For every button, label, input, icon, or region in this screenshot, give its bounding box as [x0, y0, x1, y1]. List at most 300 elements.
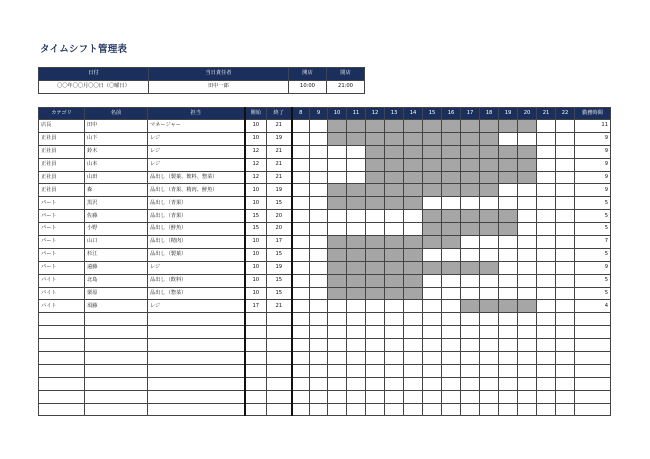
empty-cell[interactable] [292, 313, 310, 326]
empty-cell[interactable] [385, 352, 404, 365]
hour-cell[interactable] [537, 132, 556, 145]
hour-cell[interactable] [366, 223, 385, 236]
empty-cell[interactable] [310, 390, 328, 403]
hour-cell[interactable] [310, 132, 328, 145]
empty-cell[interactable] [366, 352, 385, 365]
empty-cell[interactable] [537, 352, 556, 365]
empty-cell[interactable] [423, 390, 442, 403]
shift-block-cell[interactable] [461, 171, 480, 184]
hour-cell[interactable] [292, 261, 310, 274]
empty-cell[interactable] [347, 352, 366, 365]
shift-block-cell[interactable] [442, 158, 461, 171]
empty-cell[interactable] [148, 364, 245, 377]
role-cell[interactable]: 品出し（青果、精肉、鮮魚） [148, 184, 245, 197]
hour-cell[interactable] [292, 210, 310, 223]
shift-block-cell[interactable] [499, 158, 518, 171]
empty-cell[interactable] [347, 377, 366, 390]
category-cell[interactable]: バイト [39, 300, 85, 313]
shift-block-cell[interactable] [423, 158, 442, 171]
shift-block-cell[interactable] [480, 261, 499, 274]
empty-cell[interactable] [245, 403, 267, 416]
shift-block-cell[interactable] [385, 236, 404, 249]
empty-cell[interactable] [85, 352, 148, 365]
empty-cell[interactable] [575, 352, 611, 365]
empty-cell[interactable] [575, 403, 611, 416]
shift-block-cell[interactable] [442, 210, 461, 223]
hour-cell[interactable] [442, 248, 461, 261]
hour-cell[interactable] [328, 171, 347, 184]
hour-cell[interactable] [292, 287, 310, 300]
hour-cell[interactable] [328, 145, 347, 158]
hour-cell[interactable] [310, 158, 328, 171]
shift-block-cell[interactable] [480, 223, 499, 236]
start-cell[interactable]: 10 [245, 236, 267, 249]
empty-cell[interactable] [442, 313, 461, 326]
role-cell[interactable]: レジ [148, 145, 245, 158]
shift-block-cell[interactable] [499, 300, 518, 313]
hour-cell[interactable] [292, 184, 310, 197]
hour-cell[interactable] [385, 300, 404, 313]
empty-cell[interactable] [148, 339, 245, 352]
hour-cell[interactable] [518, 287, 537, 300]
shift-block-cell[interactable] [347, 287, 366, 300]
hour-cell[interactable] [480, 287, 499, 300]
hour-cell[interactable] [556, 287, 575, 300]
empty-cell[interactable] [537, 313, 556, 326]
hour-cell[interactable] [556, 300, 575, 313]
empty-cell[interactable] [292, 403, 310, 416]
start-cell[interactable]: 15 [245, 210, 267, 223]
empty-cell[interactable] [480, 390, 499, 403]
empty-cell[interactable] [423, 326, 442, 339]
hour-cell[interactable] [292, 145, 310, 158]
category-cell[interactable]: パート [39, 210, 85, 223]
shift-block-cell[interactable] [366, 261, 385, 274]
hour-cell[interactable] [537, 300, 556, 313]
empty-cell[interactable] [328, 364, 347, 377]
hour-cell[interactable] [292, 132, 310, 145]
empty-cell[interactable] [39, 352, 85, 365]
empty-cell[interactable] [310, 313, 328, 326]
empty-cell[interactable] [39, 364, 85, 377]
shift-block-cell[interactable] [423, 210, 442, 223]
name-cell[interactable]: 栗原 [85, 287, 148, 300]
empty-cell[interactable] [347, 390, 366, 403]
role-cell[interactable]: 品出し（青果） [148, 197, 245, 210]
hour-cell[interactable] [556, 171, 575, 184]
hour-cell[interactable] [537, 184, 556, 197]
shift-block-cell[interactable] [423, 145, 442, 158]
hour-cell[interactable] [518, 261, 537, 274]
hour-cell[interactable] [556, 261, 575, 274]
empty-cell[interactable] [404, 339, 423, 352]
hour-cell[interactable] [310, 274, 328, 287]
hour-cell[interactable] [480, 248, 499, 261]
hour-cell[interactable] [347, 145, 366, 158]
hour-cell[interactable] [310, 184, 328, 197]
empty-cell[interactable] [499, 364, 518, 377]
shift-block-cell[interactable] [423, 223, 442, 236]
empty-cell[interactable] [267, 339, 292, 352]
role-cell[interactable]: レジ [148, 300, 245, 313]
empty-cell[interactable] [518, 364, 537, 377]
shift-block-cell[interactable] [347, 132, 366, 145]
empty-cell[interactable] [404, 403, 423, 416]
start-cell[interactable]: 10 [245, 120, 267, 133]
hour-cell[interactable] [310, 248, 328, 261]
hour-cell[interactable] [537, 261, 556, 274]
shift-block-cell[interactable] [461, 120, 480, 133]
empty-cell[interactable] [85, 339, 148, 352]
hour-cell[interactable] [537, 171, 556, 184]
shift-block-cell[interactable] [385, 274, 404, 287]
hour-cell[interactable] [537, 145, 556, 158]
empty-cell[interactable] [385, 339, 404, 352]
shift-block-cell[interactable] [366, 248, 385, 261]
shift-block-cell[interactable] [461, 132, 480, 145]
shift-block-cell[interactable] [328, 236, 347, 249]
empty-cell[interactable] [385, 377, 404, 390]
empty-cell[interactable] [310, 352, 328, 365]
shift-block-cell[interactable] [366, 236, 385, 249]
empty-cell[interactable] [499, 390, 518, 403]
shift-block-cell[interactable] [480, 300, 499, 313]
shift-block-cell[interactable] [328, 274, 347, 287]
empty-cell[interactable] [310, 339, 328, 352]
shift-block-cell[interactable] [518, 171, 537, 184]
empty-cell[interactable] [85, 377, 148, 390]
empty-cell[interactable] [556, 377, 575, 390]
hour-cell[interactable] [556, 120, 575, 133]
shift-block-cell[interactable] [328, 261, 347, 274]
empty-cell[interactable] [575, 313, 611, 326]
hour-cell[interactable] [366, 300, 385, 313]
empty-cell[interactable] [518, 390, 537, 403]
shift-block-cell[interactable] [366, 184, 385, 197]
shift-block-cell[interactable] [385, 197, 404, 210]
shift-block-cell[interactable] [518, 145, 537, 158]
empty-cell[interactable] [537, 377, 556, 390]
empty-cell[interactable] [442, 364, 461, 377]
shift-block-cell[interactable] [404, 287, 423, 300]
hour-cell[interactable] [366, 210, 385, 223]
role-cell[interactable]: 品出し（青果） [148, 210, 245, 223]
empty-cell[interactable] [480, 352, 499, 365]
hour-cell[interactable] [480, 236, 499, 249]
empty-cell[interactable] [499, 377, 518, 390]
empty-cell[interactable] [537, 403, 556, 416]
shift-block-cell[interactable] [480, 171, 499, 184]
shift-block-cell[interactable] [404, 274, 423, 287]
empty-cell[interactable] [423, 313, 442, 326]
hour-cell[interactable] [442, 274, 461, 287]
shift-block-cell[interactable] [442, 236, 461, 249]
empty-cell[interactable] [575, 364, 611, 377]
end-cell[interactable]: 21 [267, 300, 292, 313]
empty-cell[interactable] [267, 352, 292, 365]
empty-cell[interactable] [267, 390, 292, 403]
hour-cell[interactable] [480, 197, 499, 210]
shift-block-cell[interactable] [518, 300, 537, 313]
shift-block-cell[interactable] [442, 120, 461, 133]
shift-block-cell[interactable] [499, 145, 518, 158]
empty-cell[interactable] [556, 313, 575, 326]
hour-cell[interactable] [556, 248, 575, 261]
empty-cell[interactable] [245, 364, 267, 377]
name-cell[interactable]: 杉江 [85, 248, 148, 261]
shift-block-cell[interactable] [423, 171, 442, 184]
empty-cell[interactable] [423, 352, 442, 365]
empty-cell[interactable] [556, 364, 575, 377]
shift-block-cell[interactable] [442, 261, 461, 274]
hour-cell[interactable] [461, 274, 480, 287]
end-cell[interactable]: 19 [267, 184, 292, 197]
hour-cell[interactable] [556, 274, 575, 287]
hour-cell[interactable] [556, 184, 575, 197]
empty-cell[interactable] [347, 339, 366, 352]
shift-block-cell[interactable] [366, 197, 385, 210]
shift-block-cell[interactable] [385, 132, 404, 145]
info-close-time[interactable]: 21:00 [327, 81, 365, 94]
hour-cell[interactable] [328, 158, 347, 171]
empty-cell[interactable] [366, 326, 385, 339]
empty-cell[interactable] [245, 352, 267, 365]
shift-block-cell[interactable] [442, 145, 461, 158]
shift-block-cell[interactable] [404, 248, 423, 261]
empty-cell[interactable] [518, 403, 537, 416]
empty-cell[interactable] [310, 326, 328, 339]
empty-cell[interactable] [404, 364, 423, 377]
empty-cell[interactable] [442, 403, 461, 416]
empty-cell[interactable] [366, 390, 385, 403]
empty-cell[interactable] [461, 390, 480, 403]
hour-cell[interactable] [310, 120, 328, 133]
hour-cell[interactable] [404, 223, 423, 236]
empty-cell[interactable] [518, 339, 537, 352]
shift-block-cell[interactable] [366, 158, 385, 171]
shift-block-cell[interactable] [480, 184, 499, 197]
hour-cell[interactable] [461, 197, 480, 210]
empty-cell[interactable] [292, 364, 310, 377]
empty-cell[interactable] [328, 377, 347, 390]
empty-cell[interactable] [267, 326, 292, 339]
shift-block-cell[interactable] [423, 261, 442, 274]
shift-block-cell[interactable] [328, 287, 347, 300]
hour-cell[interactable] [404, 210, 423, 223]
empty-cell[interactable] [148, 352, 245, 365]
hour-cell[interactable] [518, 248, 537, 261]
empty-cell[interactable] [328, 339, 347, 352]
shift-block-cell[interactable] [347, 261, 366, 274]
empty-cell[interactable] [461, 339, 480, 352]
end-cell[interactable]: 17 [267, 236, 292, 249]
empty-cell[interactable] [245, 390, 267, 403]
shift-block-cell[interactable] [385, 261, 404, 274]
shift-block-cell[interactable] [461, 261, 480, 274]
empty-cell[interactable] [404, 326, 423, 339]
shift-block-cell[interactable] [423, 236, 442, 249]
shift-block-cell[interactable] [404, 158, 423, 171]
empty-cell[interactable] [267, 313, 292, 326]
hour-cell[interactable] [423, 197, 442, 210]
start-cell[interactable]: 10 [245, 184, 267, 197]
hour-cell[interactable] [292, 158, 310, 171]
empty-cell[interactable] [518, 313, 537, 326]
shift-block-cell[interactable] [328, 248, 347, 261]
shift-block-cell[interactable] [385, 287, 404, 300]
shift-block-cell[interactable] [404, 261, 423, 274]
shift-block-cell[interactable] [423, 132, 442, 145]
hour-cell[interactable] [310, 300, 328, 313]
empty-cell[interactable] [480, 326, 499, 339]
hour-cell[interactable] [442, 300, 461, 313]
shift-block-cell[interactable] [385, 184, 404, 197]
empty-cell[interactable] [442, 390, 461, 403]
hour-cell[interactable] [442, 197, 461, 210]
hour-cell[interactable] [518, 210, 537, 223]
hour-cell[interactable] [537, 248, 556, 261]
role-cell[interactable]: 品出し（製菓、飲料、惣菜） [148, 171, 245, 184]
hour-cell[interactable] [518, 132, 537, 145]
start-cell[interactable]: 10 [245, 132, 267, 145]
start-cell[interactable]: 12 [245, 158, 267, 171]
hour-cell[interactable] [347, 210, 366, 223]
empty-cell[interactable] [292, 390, 310, 403]
empty-cell[interactable] [461, 364, 480, 377]
empty-cell[interactable] [461, 377, 480, 390]
empty-cell[interactable] [385, 313, 404, 326]
empty-cell[interactable] [328, 326, 347, 339]
start-cell[interactable]: 15 [245, 223, 267, 236]
shift-block-cell[interactable] [385, 158, 404, 171]
shift-block-cell[interactable] [480, 132, 499, 145]
empty-cell[interactable] [575, 339, 611, 352]
empty-cell[interactable] [480, 364, 499, 377]
empty-cell[interactable] [442, 352, 461, 365]
hour-cell[interactable] [461, 248, 480, 261]
name-cell[interactable]: 山田 [85, 171, 148, 184]
name-cell[interactable]: 遠藤 [85, 261, 148, 274]
empty-cell[interactable] [461, 313, 480, 326]
hour-cell[interactable] [556, 236, 575, 249]
shift-block-cell[interactable] [328, 120, 347, 133]
shift-block-cell[interactable] [461, 210, 480, 223]
hour-cell[interactable] [518, 197, 537, 210]
shift-block-cell[interactable] [366, 274, 385, 287]
end-cell[interactable]: 15 [267, 248, 292, 261]
empty-cell[interactable] [347, 403, 366, 416]
end-cell[interactable]: 15 [267, 197, 292, 210]
start-cell[interactable]: 12 [245, 171, 267, 184]
empty-cell[interactable] [575, 326, 611, 339]
empty-cell[interactable] [556, 352, 575, 365]
empty-cell[interactable] [85, 390, 148, 403]
shift-block-cell[interactable] [423, 184, 442, 197]
hour-cell[interactable] [499, 248, 518, 261]
name-cell[interactable]: 山下 [85, 132, 148, 145]
empty-cell[interactable] [461, 403, 480, 416]
shift-block-cell[interactable] [347, 197, 366, 210]
empty-cell[interactable] [385, 390, 404, 403]
empty-cell[interactable] [292, 377, 310, 390]
name-cell[interactable]: 鈴木 [85, 145, 148, 158]
hour-cell[interactable] [556, 223, 575, 236]
start-cell[interactable]: 10 [245, 287, 267, 300]
hour-cell[interactable] [537, 197, 556, 210]
empty-cell[interactable] [423, 364, 442, 377]
name-cell[interactable]: 須藤 [85, 300, 148, 313]
hour-cell[interactable] [423, 287, 442, 300]
role-cell[interactable]: レジ [148, 261, 245, 274]
empty-cell[interactable] [385, 364, 404, 377]
hour-cell[interactable] [347, 223, 366, 236]
empty-cell[interactable] [310, 377, 328, 390]
shift-block-cell[interactable] [328, 184, 347, 197]
empty-cell[interactable] [404, 390, 423, 403]
shift-block-cell[interactable] [480, 120, 499, 133]
shift-block-cell[interactable] [442, 171, 461, 184]
shift-block-cell[interactable] [404, 120, 423, 133]
category-cell[interactable]: パート [39, 248, 85, 261]
empty-cell[interactable] [461, 352, 480, 365]
role-cell[interactable]: 品出し（製菓） [148, 248, 245, 261]
end-cell[interactable]: 19 [267, 132, 292, 145]
empty-cell[interactable] [499, 352, 518, 365]
shift-block-cell[interactable] [328, 197, 347, 210]
hour-cell[interactable] [518, 184, 537, 197]
shift-block-cell[interactable] [461, 184, 480, 197]
empty-cell[interactable] [39, 390, 85, 403]
end-cell[interactable]: 20 [267, 223, 292, 236]
category-cell[interactable]: 正社員 [39, 171, 85, 184]
empty-cell[interactable] [328, 352, 347, 365]
category-cell[interactable]: パート [39, 236, 85, 249]
start-cell[interactable]: 10 [245, 197, 267, 210]
empty-cell[interactable] [537, 364, 556, 377]
shift-block-cell[interactable] [404, 132, 423, 145]
empty-cell[interactable] [556, 326, 575, 339]
hour-cell[interactable] [404, 300, 423, 313]
empty-cell[interactable] [537, 326, 556, 339]
shift-block-cell[interactable] [461, 158, 480, 171]
empty-cell[interactable] [480, 377, 499, 390]
shift-block-cell[interactable] [480, 210, 499, 223]
empty-cell[interactable] [39, 403, 85, 416]
role-cell[interactable]: レジ [148, 158, 245, 171]
shift-block-cell[interactable] [366, 287, 385, 300]
empty-cell[interactable] [537, 390, 556, 403]
empty-cell[interactable] [85, 326, 148, 339]
empty-cell[interactable] [292, 326, 310, 339]
shift-block-cell[interactable] [404, 236, 423, 249]
hour-cell[interactable] [310, 261, 328, 274]
category-cell[interactable]: 店長 [39, 120, 85, 133]
role-cell[interactable]: 品出し（飲料） [148, 274, 245, 287]
hour-cell[interactable] [537, 236, 556, 249]
hour-cell[interactable] [499, 132, 518, 145]
hour-cell[interactable] [518, 236, 537, 249]
shift-block-cell[interactable] [461, 223, 480, 236]
empty-cell[interactable] [518, 377, 537, 390]
empty-cell[interactable] [85, 364, 148, 377]
category-cell[interactable]: 正社員 [39, 158, 85, 171]
category-cell[interactable]: バイト [39, 287, 85, 300]
end-cell[interactable]: 15 [267, 287, 292, 300]
empty-cell[interactable] [328, 403, 347, 416]
hour-cell[interactable] [292, 300, 310, 313]
empty-cell[interactable] [499, 313, 518, 326]
category-cell[interactable]: パート [39, 261, 85, 274]
